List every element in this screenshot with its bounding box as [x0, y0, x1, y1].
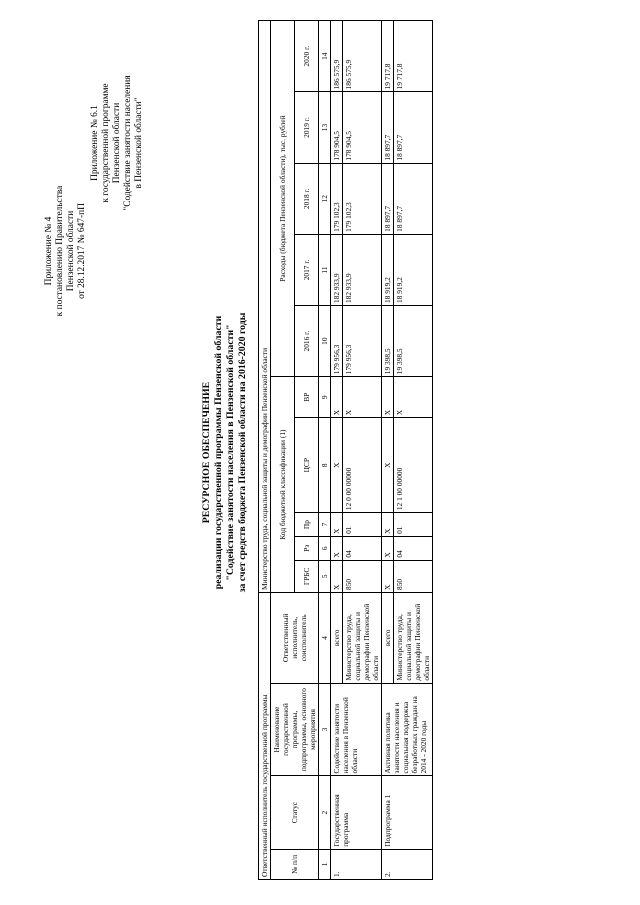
- index-cell: 6: [319, 536, 331, 560]
- cell-vr: X: [394, 377, 433, 418]
- cell-2017: 182 933,9: [331, 234, 343, 305]
- cell-grbs: 850: [394, 560, 433, 592]
- cell-2016: 179 956,3: [343, 306, 382, 377]
- title-line-3: "Содействие занятости населения в Пензенской области": [225, 324, 236, 581]
- col-year-2020: 2020 г.: [295, 21, 319, 92]
- cell-csr: X: [382, 418, 394, 513]
- header-row-groups: [271, 21, 295, 880]
- col-name: Наименование государственной программы, подпрограммы, основного мероприятия: [271, 683, 319, 776]
- index-cell: 13: [319, 92, 331, 163]
- cell-2018: 179 102,3: [331, 163, 343, 234]
- cell-rz: X: [382, 536, 394, 560]
- title-line-2: реализации государственной программы Пензенской области: [213, 315, 224, 590]
- cell-pr: 01: [394, 513, 433, 537]
- cell-rz: X: [331, 536, 343, 560]
- cell-rz: 04: [343, 536, 382, 560]
- index-cell: 9: [319, 377, 331, 418]
- appendix-sub-line: "Содействие занятости населения: [123, 75, 133, 211]
- cell-csr: 12 1 00 00000: [394, 418, 433, 513]
- col-csr: ЦСР: [295, 418, 319, 513]
- col-pr: Пр: [295, 513, 319, 537]
- cell-pr: 01: [343, 513, 382, 537]
- cell-2016: 19 398,5: [382, 306, 394, 377]
- row-executor-total: всего: [382, 593, 394, 684]
- table-row: [382, 21, 394, 880]
- index-cell: 5: [319, 560, 331, 592]
- col-grbs: ГРБС: [295, 560, 319, 592]
- appendix-main-line: к постановлению Правительства: [55, 185, 65, 317]
- cell-2019: 178 904,5: [331, 92, 343, 163]
- cell-2020: 186 575,9: [331, 21, 343, 92]
- col-num: № п/п: [271, 849, 319, 879]
- index-cell: 10: [319, 306, 331, 377]
- cell-grbs: X: [382, 560, 394, 592]
- index-cell: 7: [319, 513, 331, 537]
- cell-pr: X: [331, 513, 343, 537]
- row-executor-ministry: Министерство труда, социальной защиты и демографии Пензенской области: [394, 593, 433, 684]
- index-cell: 12: [319, 163, 331, 234]
- col-rz: Рз: [295, 536, 319, 560]
- appendix-sub-line: Приложение № 6.1: [90, 105, 100, 181]
- col-year-2017: 2017 г.: [295, 234, 319, 305]
- index-cell: 1: [319, 849, 331, 879]
- index-cell: 11: [319, 234, 331, 305]
- cell-2020: 19 717,8: [394, 21, 433, 92]
- cell-2018: 179 102,3: [343, 163, 382, 234]
- cell-2016: 179 956,3: [331, 306, 343, 377]
- cell-2019: 18 897,7: [382, 92, 394, 163]
- col-year-2016: 2016 г.: [295, 306, 319, 377]
- cell-csr: 12 0 00 00000: [343, 418, 382, 513]
- row-status: Государственная программа: [331, 776, 382, 849]
- cell-2017: 182 933,9: [343, 234, 382, 305]
- appendix-sub-line: Пензенской области: [112, 102, 122, 184]
- cell-2016: 19 398,5: [394, 306, 433, 377]
- title-line-1: РЕСУРСНОЕ ОБЕСПЕЧЕНИЕ: [201, 381, 212, 524]
- appendix-sub-line: к государственной программе: [101, 83, 111, 203]
- index-cell: 2: [319, 776, 331, 849]
- row-executor-ministry: Министерство труда, социальной защиты и демографии Пензенской области: [343, 593, 382, 684]
- cell-pr: X: [382, 513, 394, 537]
- index-cell: 14: [319, 21, 331, 92]
- row-name: Содействие занятости населения в Пензенской области: [331, 683, 382, 776]
- appendix-main-block: [44, 141, 88, 361]
- appendix-main-line: от 28.12.2017 № 647-пП: [77, 203, 87, 299]
- cell-2020: 186 575,9: [343, 21, 382, 92]
- row-name: Активная политика занятости населения и социальная поддержка безработных граждан на 2014 - 2020 годы: [382, 683, 433, 776]
- appendix-sub-line: в Пензенской области": [134, 97, 144, 189]
- cell-vr: X: [331, 377, 343, 418]
- row-executor-total: всего: [331, 593, 343, 684]
- appendix-sub-block: [90, 33, 145, 253]
- cell-2017: 18 919,2: [382, 234, 394, 305]
- appendix-main-line: Приложение № 4: [44, 216, 54, 286]
- cell-rz: 04: [394, 536, 433, 560]
- cell-2019: 18 897,7: [394, 92, 433, 163]
- cell-vr: X: [343, 377, 382, 418]
- cell-2020: 19 717,8: [382, 21, 394, 92]
- index-cell: 8: [319, 418, 331, 513]
- cell-grbs: 850: [343, 560, 382, 592]
- document-title: [201, 0, 249, 905]
- col-year-2019: 2019 г.: [295, 92, 319, 163]
- cell-vr: X: [382, 377, 394, 418]
- cell-2018: 18 897,7: [382, 163, 394, 234]
- index-cell: 4: [319, 593, 331, 684]
- appendix-main-line: Пензенской области: [66, 210, 76, 292]
- col-vr: ВР: [295, 377, 319, 418]
- header-row-top: [259, 21, 271, 880]
- col-code-group: Код бюджетной классификации (1): [271, 377, 295, 593]
- col-expenses-group: Расходы (бюджета Пензенской области), тыс. рублей: [271, 21, 295, 377]
- cell-2019: 178 904,5: [343, 92, 382, 163]
- header-responsible: Ответственный исполнитель государственной программы: [259, 593, 271, 880]
- title-line-4: за счет средств бюджета Пензенской области на 2016-2020 годы: [237, 312, 248, 593]
- col-executor: Ответственный исполнитель, соисполнитель: [271, 593, 319, 684]
- row-status: Подпрограмма 1: [382, 776, 433, 849]
- cell-grbs: X: [331, 560, 343, 592]
- index-row: [319, 21, 331, 880]
- col-year-2018: 2018 г.: [295, 163, 319, 234]
- index-cell: 3: [319, 683, 331, 776]
- row-number: 1.: [331, 849, 382, 879]
- cell-2018: 18 897,7: [394, 163, 433, 234]
- header-ministry: Министерство труда, социальной защиты и демографии Пензенской области: [259, 21, 271, 593]
- table-row: [331, 21, 343, 880]
- row-number: 2.: [382, 849, 433, 879]
- cell-csr: X: [331, 418, 343, 513]
- cell-2017: 18 919,2: [394, 234, 433, 305]
- col-status: Статус: [271, 776, 319, 849]
- resource-table: [258, 20, 433, 880]
